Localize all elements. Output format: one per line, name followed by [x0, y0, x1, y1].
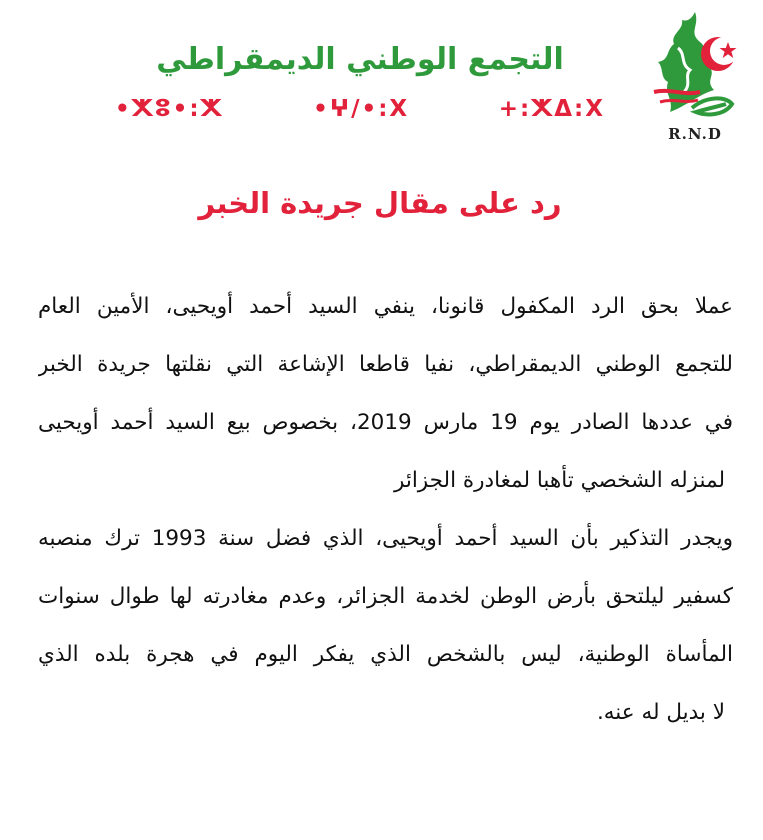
body-line: كسفير ليلتحق بأرض الوطن لخدمة الجزائر، وعدم مغادرته لها طوال سنوات: [38, 584, 733, 609]
rnd-logo-graphic: [640, 8, 750, 128]
body-line: لا بديل له عنه.: [596, 700, 725, 725]
body-line: ويجدر التذكير بأن السيد أحمد أويحيى، الذي فضل سنة 1993 ترك منصبه: [38, 526, 733, 551]
tifinagh-word: •ⵅⵓ•:ⵅ: [115, 96, 224, 122]
rnd-party-emblem-icon: [640, 8, 750, 148]
logo-abbreviation: R.N.D: [668, 125, 722, 143]
party-name-arabic: التجمع الوطني الديمقراطي: [156, 42, 564, 77]
body-line: عملا بحق الرد المكفول قانونا، ينفي السيد أحمد أويحيى، الأمين العام: [38, 294, 733, 319]
body-line: المأساة الوطنية، ليس بالشخص الذي يفكر اليوم في هجرة بلده الذي: [38, 642, 733, 667]
body-line: لمنزله الشخصي تأهبا لمغادرة الجزائر: [393, 468, 725, 493]
tifinagh-word: +:ⵅⵠ:ⵝ: [498, 96, 605, 122]
document-title: رد على مقال جريدة الخبر: [198, 186, 562, 220]
party-name-tifinagh: [115, 96, 605, 122]
body-line: في عددها الصادر يوم 19 مارس 2019، بخصوص بيع السيد أحمد أويحيى: [38, 410, 733, 435]
statement-body: [38, 278, 733, 742]
body-line: للتجمع الوطني الديمقراطي، نفيا قاطعا الإشاعة التي نقلتها جريدة الخبر: [38, 352, 733, 377]
letterhead: [0, 0, 763, 160]
tifinagh-word: •ⵖ/•:ⵝ: [313, 96, 410, 122]
